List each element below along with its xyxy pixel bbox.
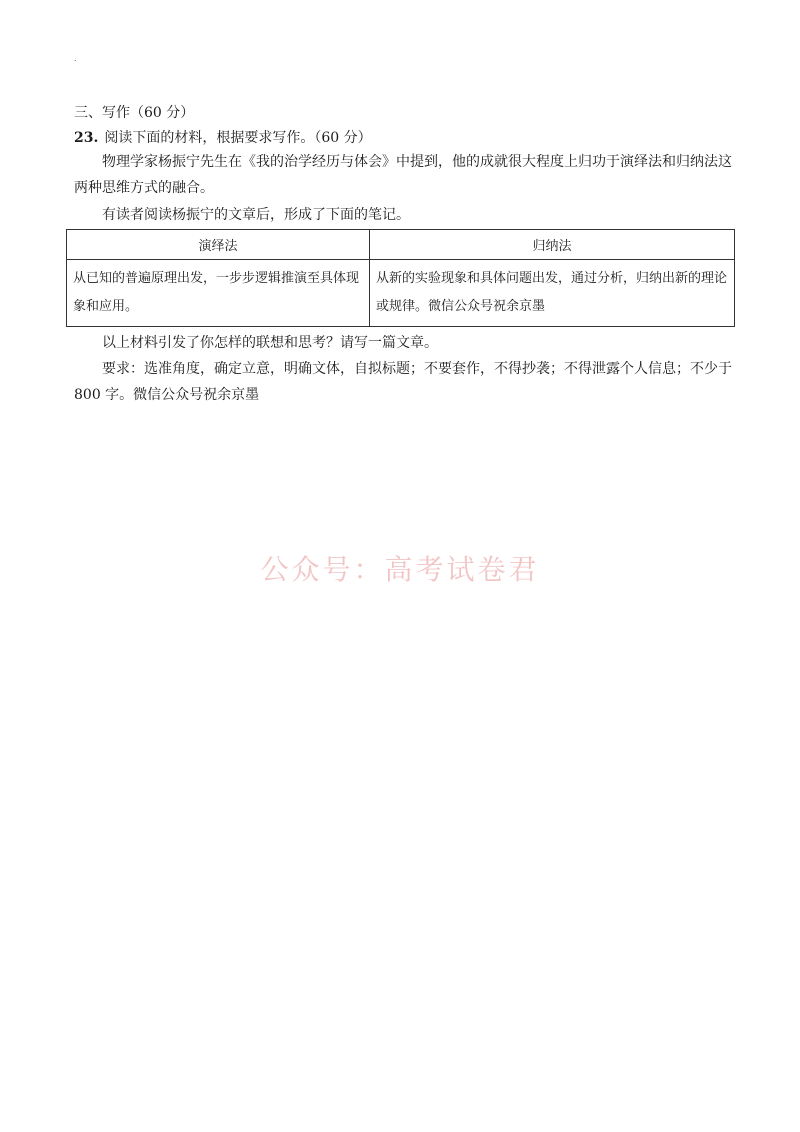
question-number: 23. (74, 130, 99, 146)
table-cell-induction: 从新的实验现象和具体问题出发，通过分析，归纳出新的理论或规律。微信公众号祝余京墨 (370, 260, 735, 327)
requirements: 要求：选准角度，确定立意，明确文体，自拟标题；不要套作，不得抄袭；不得泄露个人信息；不少于 800 字。微信公众号祝余京墨 (74, 361, 732, 403)
watermark: 公众号：高考试卷君 (260, 553, 540, 586)
reader-note-intro: 有读者阅读杨振宁的文章后，形成了下面的笔记。 (102, 207, 410, 223)
table-header-deduction: 演绎法 (67, 230, 370, 260)
table-header-row (67, 230, 735, 260)
task-question: 以上材料引发了你怎样的联想和思考？请写一篇文章。 (102, 335, 438, 351)
section-heading: 三、写作（60 分） (74, 105, 195, 121)
question-prompt: 阅读下面的材料，根据要求写作。（60 分） (104, 130, 372, 146)
notes-table (66, 229, 735, 327)
corner-mark: . (74, 54, 77, 63)
table-header-induction: 归纳法 (370, 230, 735, 260)
table-row (67, 260, 735, 327)
material-paragraph: 物理学家杨振宁先生在《我的治学经历与体会》中提到，他的成就很大程度上归功于演绎法和归纳法这两种思维方式的融合。 (74, 154, 732, 196)
table-cell-deduction: 从已知的普遍原理出发，一步步逻辑推演至具体现象和应用。 (67, 260, 370, 327)
question-header (74, 127, 372, 147)
